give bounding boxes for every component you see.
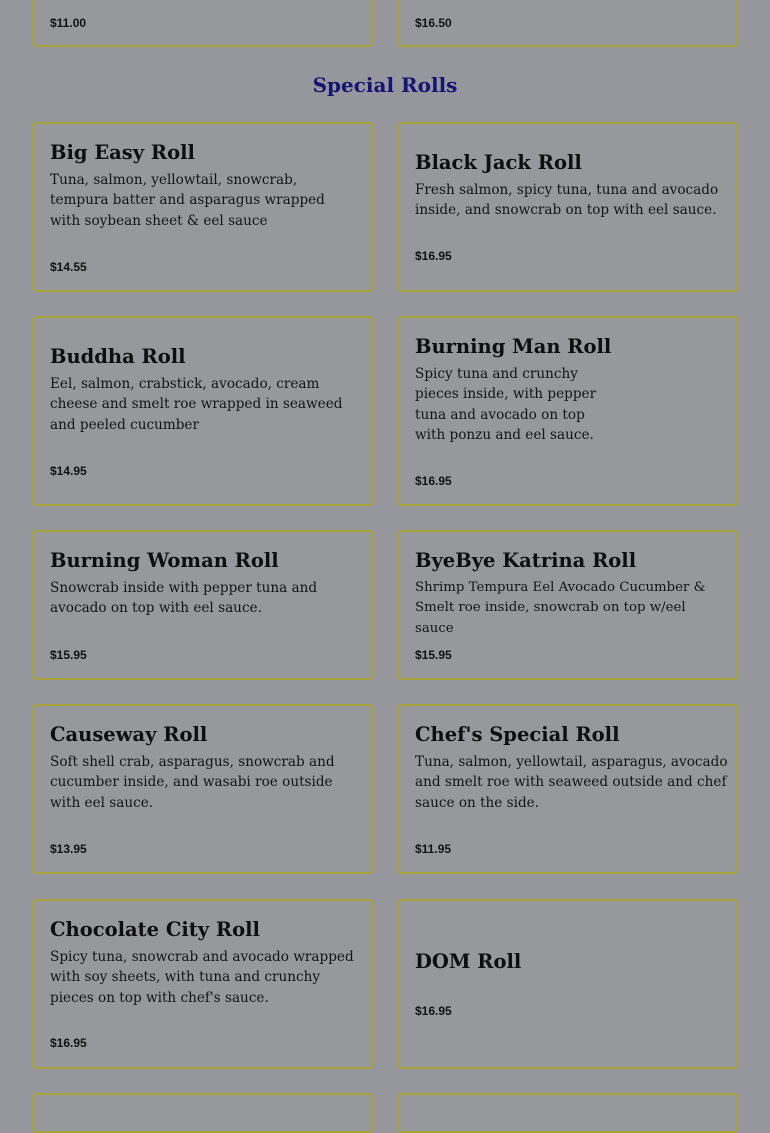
menu-item-card[interactable] — [397, 1093, 738, 1133]
menu-item-card[interactable] — [32, 704, 373, 874]
menu-item-price: $16.50 — [415, 16, 452, 30]
menu-item-price: $11.95 — [415, 842, 452, 856]
menu-item-description: Spicy tuna and crunchy pieces inside, with pepper tuna and avocado on top with ponzu and eel sauce. — [415, 366, 597, 443]
menu-item-price: $16.95 — [415, 474, 452, 488]
menu-item-name: Chocolate City Roll — [50, 918, 260, 941]
menu-item-price: $13.95 — [50, 842, 87, 856]
menu-item-card[interactable] — [32, 0, 373, 47]
menu-item-card[interactable] — [32, 1093, 373, 1133]
menu-item-description: Fresh salmon, spicy tuna, tuna and avocado inside, and snowcrab on top with eel sauce. — [415, 182, 719, 219]
menu-item-description: Spicy tuna, snowcrab and avocado wrapped with soy sheets, with tuna and crunchy pieces on top with chef's sauce. — [50, 949, 354, 1006]
menu-item-price: $16.95 — [415, 1004, 452, 1018]
menu-item-card[interactable] — [397, 122, 738, 292]
menu-item-card[interactable] — [32, 316, 373, 506]
menu-item-card[interactable] — [32, 122, 373, 292]
menu-item-card[interactable] — [397, 899, 738, 1069]
menu-item-name: Big Easy Roll — [50, 141, 195, 164]
menu-item-price: $16.95 — [50, 1036, 87, 1050]
menu-item-card[interactable] — [397, 316, 738, 506]
menu-item-description: Soft shell crab, asparagus, snowcrab and cucumber inside, and wasabi roe outside with eel sauce. — [50, 754, 335, 811]
menu-item-name: Causeway Roll — [50, 723, 208, 746]
menu-item-name: Chef's Special Roll — [415, 723, 620, 746]
menu-item-description: Tuna, salmon, yellowtail, snowcrab, tempura batter and asparagus wrapped with soybean sheet & eel sauce — [50, 172, 325, 229]
menu-item-description: Tuna, salmon, yellowtail, asparagus, avocado and smelt roe with seaweed outside and chef sauce on the side. — [415, 754, 728, 811]
menu-item-price: $15.95 — [415, 648, 452, 662]
menu-item-description: Shrimp Tempura Eel Avocado Cucumber & Smelt roe inside, snowcrab on top w/eel sauce — [415, 580, 706, 636]
section-title: Special Rolls — [312, 73, 458, 97]
menu-item-price: $14.95 — [50, 464, 87, 478]
menu-item-description: Snowcrab inside with pepper tuna and avocado on top with eel sauce. — [50, 580, 318, 617]
menu-item-card[interactable] — [397, 704, 738, 874]
menu-item-price: $11.00 — [50, 16, 87, 30]
menu-item-price: $15.95 — [50, 648, 87, 662]
menu-item-price: $16.95 — [415, 249, 452, 263]
menu-item-card[interactable] — [32, 899, 373, 1069]
menu-item-name: DOM Roll — [415, 950, 522, 973]
menu-item-name: ByeBye Katrina Roll — [415, 549, 637, 572]
menu-item-card[interactable] — [397, 530, 738, 680]
menu-item-name: Black Jack Roll — [415, 151, 582, 174]
menu-item-name: Burning Man Roll — [415, 335, 612, 358]
menu-item-description: Eel, salmon, crabstick, avocado, cream cheese and smelt roe wrapped in seaweed and peeled cucumber — [50, 376, 343, 433]
menu-item-name: Burning Woman Roll — [50, 549, 279, 572]
menu-item-card[interactable] — [397, 0, 738, 47]
menu-item-name: Buddha Roll — [50, 345, 186, 368]
menu-item-card[interactable] — [32, 530, 373, 680]
menu-item-price: $14.55 — [50, 260, 87, 274]
